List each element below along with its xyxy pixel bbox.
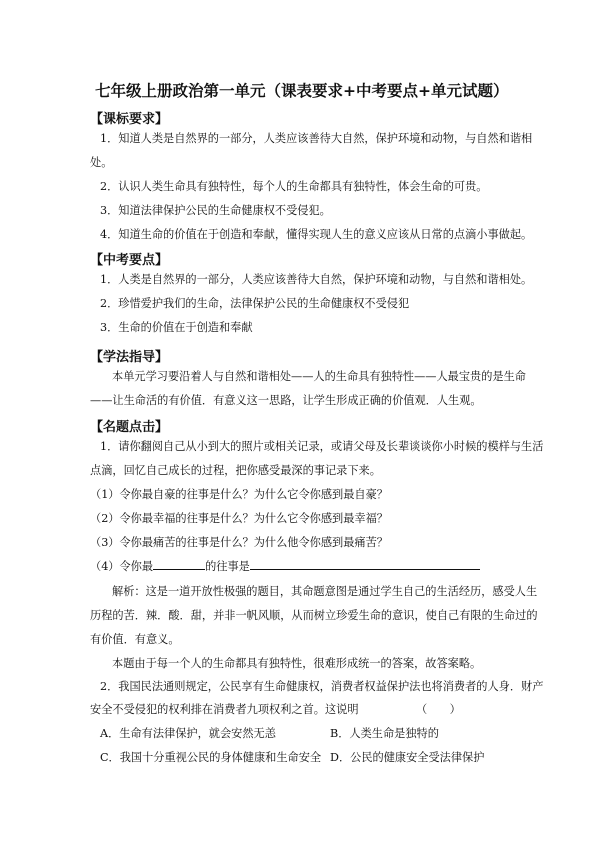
- study-guide-line: 本单元学习要沿着人与自然和谐相处——人的生命具有独特性——人最宝贵的是生命: [112, 370, 526, 383]
- document-title: 七年级上册政治第一单元（课表要求+中考要点+单元试题）: [95, 82, 509, 100]
- question-1-sub: （1）令你最自豪的往事是什么？为什么它令你感到最自豪？: [90, 488, 388, 501]
- question-2-text: 2．我国民法通则规定，公民享有生命健康权，消费者权益保护法也将消费者的人身．财产: [100, 680, 544, 693]
- analysis-line: 有价值．有意义。: [90, 633, 180, 646]
- curriculum-item: 1．知道人类是自然界的一部分，人类应该善待大自然，保护环境和动物，与自然和谐相: [100, 132, 533, 145]
- question-1-sub-4-middle: 的往事是: [205, 560, 250, 573]
- analysis-line: 历程的苦．辣．酸．甜，并非一帆风顺，从而树立珍爱生命的意识，使自己有限的生命过的: [90, 609, 538, 622]
- section-heading-famous-questions: 【名题点击】: [90, 420, 169, 435]
- answer-note: 本题由于每一个人的生命都具有独特性，很难形成统一的答案，故答案略。: [112, 657, 482, 670]
- option-c: C．我国十分重视公民的身体健康和生命安全: [100, 751, 322, 764]
- analysis-line: 解析：这是一道开放性极强的题目，其命题意图是通过学生自己的生活经历，感受人生: [112, 585, 538, 598]
- curriculum-item: 4．知道生命的价值在于创造和奉献，懂得实现人生的意义应该从日常的点滴小事做起。: [100, 228, 533, 241]
- curriculum-item: 处。: [90, 156, 113, 169]
- question-1-text: 1．请你翻阅自己从小到大的照片或相关记录，或请父母及长辈谈谈你小时候的模样与生活: [100, 440, 544, 453]
- curriculum-item: 3．知道法律保护公民的生命健康权不受侵犯。: [100, 204, 331, 217]
- answer-blank: [153, 569, 205, 570]
- question-1-sub-4-prefix: （4）令你最: [90, 560, 154, 573]
- exam-point-item: 2．珍惜爱护我们的生命，法律保护公民的生命健康权不受侵犯: [100, 297, 410, 310]
- option-d: D．公民的健康安全受法律保护: [330, 751, 485, 764]
- exam-point-item: 1．人类是自然界的一部分，人类应该善待大自然，保护环境和动物，与自然和谐相处。: [100, 273, 533, 286]
- curriculum-item: 2．认识人类生命具有独特性，每个人的生命都具有独特性，体会生命的可贵。: [100, 180, 488, 193]
- exam-point-item: 3．生命的价值在于创造和奉献: [100, 321, 253, 334]
- answer-blank: [250, 569, 480, 570]
- option-a: A．生命有法律保护，就会安然无恙: [100, 727, 276, 740]
- option-b: B．人类生命是独特的: [330, 727, 439, 740]
- section-heading-curriculum: 【课标要求】: [90, 112, 169, 127]
- question-1-text: 点滴，回忆自己成长的过程，把你感受最深的事记录下来。: [90, 464, 381, 477]
- section-heading-study-guide: 【学法指导】: [90, 350, 169, 365]
- answer-parentheses: （ ）: [416, 703, 461, 716]
- question-1-sub: （3）令你最痛苦的往事是什么？为什么他令你感到最痛苦？: [90, 536, 388, 549]
- question-1-sub-4: [90, 560, 480, 574]
- question-2-text: 安全不受侵犯的权利排在消费者九项权利之首。这说明: [90, 703, 359, 716]
- section-heading-exam-points: 【中考要点】: [90, 253, 169, 268]
- question-1-sub: （2）令你最幸福的往事是什么？为什么它令你感到最幸福？: [90, 512, 388, 525]
- study-guide-line: ——让生命活的有价值．有意义这一思路，让学生形成正确的价值观．人生观。: [90, 394, 482, 407]
